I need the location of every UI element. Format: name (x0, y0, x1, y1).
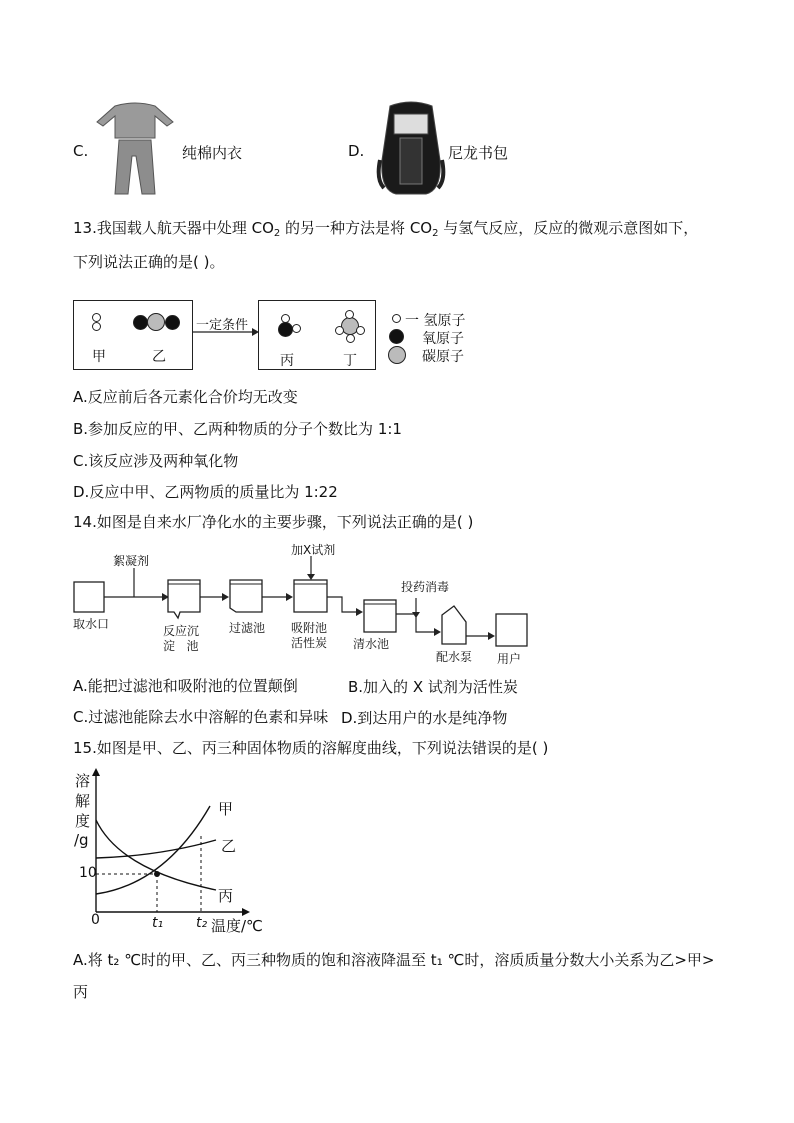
settle-label-2: 淀 池 (163, 639, 199, 653)
q14-option-a: A.能把过滤池和吸附池的位置颠倒 (73, 677, 298, 695)
nylon-bag-image (376, 100, 446, 198)
oxygen-atom (165, 315, 180, 330)
label-yi: 乙 (152, 349, 166, 365)
y-label-4: /g (74, 831, 89, 849)
y-tick-10: 10 (79, 865, 97, 881)
x-tick-t2: t₂ (196, 915, 208, 931)
curve-yi (96, 840, 216, 858)
oxygen-atom (133, 315, 148, 330)
hydrogen-atom (92, 322, 101, 331)
hydrogen-atom (92, 313, 101, 322)
legend-hydrogen-label: 一 氢原子 (405, 313, 466, 329)
q15-option-a-line2: 丙 (73, 983, 89, 1001)
label-ding: 丁 (343, 353, 357, 369)
x-tick-t1: t₁ (152, 915, 164, 931)
curve-jia-label: 甲 (218, 800, 234, 818)
curve-jia (96, 806, 210, 894)
q13-stem-line1: 13.我国载人航天器中处理 $CO_2$ 的另一种方法是将 $CO_2$ 与氢气反应，反应的微观示意图如下， (73, 219, 699, 239)
hydrogen-atom (281, 314, 290, 323)
hydrogen-atom (346, 334, 355, 343)
adsorb-label-2: 活性炭 (291, 636, 328, 650)
products-box (258, 300, 376, 370)
cotton-underwear-image (95, 100, 175, 200)
user-label: 用户 (497, 652, 522, 666)
flocculant-label: 絮凝剂 (113, 554, 150, 568)
legend-carbon-icon (388, 346, 406, 364)
settle-label-1: 反应沉 (163, 624, 200, 638)
clear-label: 清水池 (353, 637, 390, 651)
intersection-point (154, 871, 160, 877)
q13-option-b: B.参加反应的甲、乙两种物质的分子个数比为 1:1 (73, 420, 402, 438)
filter-label: 过滤池 (229, 621, 266, 635)
legend-oxygen-icon (389, 329, 404, 344)
reaction-arrow (192, 327, 260, 337)
label-jia: 甲 (92, 349, 106, 365)
x-axis-label: 温度/℃ (211, 917, 263, 935)
condition-label: 一定条件 (196, 318, 249, 333)
carbon-atom (147, 313, 165, 331)
option-c-label: C. (73, 142, 89, 160)
adsorb-label-1: 吸附池 (291, 621, 328, 635)
option-d-label: D. (348, 142, 365, 160)
q14-option-d: D.到达用户的水是纯净物 (341, 709, 508, 727)
oxygen-atom (278, 322, 293, 337)
y-label-1: 溶 (75, 772, 91, 790)
y-label-3: 度 (75, 812, 91, 830)
q13-option-c: C.该反应涉及两种氧化物 (73, 452, 239, 470)
q15-stem: 15.如图是甲、乙、丙三种固体物质的溶解度曲线，下列说法错误的是( ) (73, 739, 549, 757)
y-label-2: 解 (75, 792, 91, 810)
legend-hydrogen-icon (392, 314, 401, 323)
hydrogen-atom (356, 326, 365, 335)
legend-oxygen-label: 氧原子 (422, 331, 464, 347)
q14-option-c: C.过滤池能除去水中溶解的色素和异味 (73, 708, 329, 726)
curve-yi-label: 乙 (221, 837, 237, 855)
add-x-label: 加X试剂 (291, 543, 336, 557)
reactants-box (73, 300, 193, 370)
curve-bing-label: 丙 (218, 887, 234, 905)
option-c-text: 纯棉内衣 (182, 144, 243, 162)
solubility-chart (70, 766, 280, 936)
intake-label: 取水口 (73, 617, 110, 631)
label-bing: 丙 (280, 353, 294, 369)
legend-carbon-label: 碳原子 (422, 349, 464, 365)
q13-option-a: A.反应前后各元素化合价均无改变 (73, 388, 298, 406)
q15-option-a-line1: A.将 t₂ ℃时的甲、乙、丙三种物质的饱和溶液降温至 t₁ ℃时，溶质质量分数大小关系为乙>甲> (73, 951, 715, 969)
curve-bing (96, 820, 216, 890)
hydrogen-atom (345, 310, 354, 319)
q14-option-b: B.加入的 X 试剂为活性炭 (348, 678, 518, 696)
q13-stem-line2: 下列说法正确的是( )。 (73, 253, 225, 271)
y-axis-arrow (92, 768, 100, 776)
disinfect-label: 投药消毒 (401, 580, 450, 594)
hydrogen-atom (292, 324, 301, 333)
hydrogen-atom (335, 326, 344, 335)
pump-label: 配水泵 (436, 650, 473, 664)
q14-stem: 14.如图是自来水厂净化水的主要步骤，下列说法正确的是( ) (73, 513, 474, 531)
origin-label: 0 (91, 912, 100, 928)
option-d-text: 尼龙书包 (448, 144, 509, 162)
q13-option-d: D.反应中甲、乙两物质的质量比为 1:22 (73, 483, 338, 501)
